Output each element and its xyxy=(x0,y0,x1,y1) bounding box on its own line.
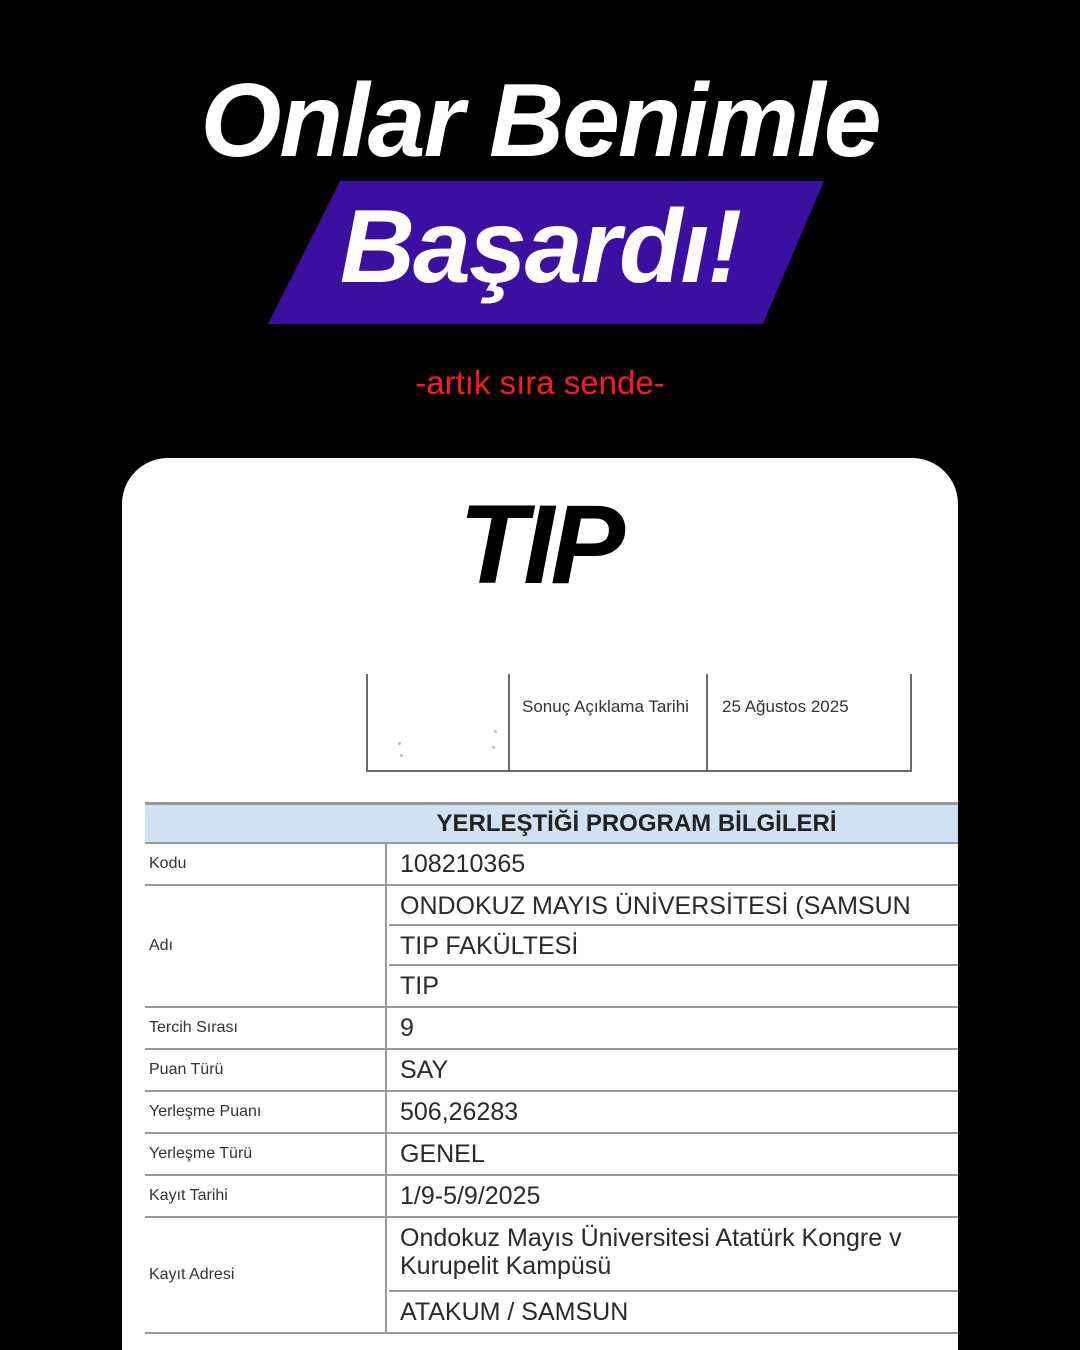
row-value: SAY xyxy=(400,1056,449,1084)
headline-line-2: Başardı! xyxy=(339,189,741,305)
table-row-kayit-adresi xyxy=(145,1218,958,1334)
row-label: Kayıt Adresi xyxy=(145,1218,387,1332)
row-value: GENEL xyxy=(400,1140,485,1168)
row-value: 108210365 xyxy=(400,850,526,878)
row-value: 9 xyxy=(400,1014,414,1042)
table-row-yerlesme-puani xyxy=(145,1092,958,1134)
table-row-puan-turu xyxy=(145,1050,958,1092)
row-value-university: ONDOKUZ MAYIS ÜNİVERSİTESİ (SAMSUN xyxy=(389,886,958,926)
result-date-label-cell xyxy=(510,674,708,770)
row-label: Kayıt Tarihi xyxy=(145,1176,387,1216)
program-info-table xyxy=(145,802,958,1334)
row-label: Kodu xyxy=(145,844,387,884)
row-value-program: TIP xyxy=(400,972,439,1000)
row-label: Tercih Sırası xyxy=(145,1008,387,1048)
section-title: YERLEŞTİĞİ PROGRAM BİLGİLERİ xyxy=(145,802,958,844)
table-row-kodu xyxy=(145,844,958,886)
table-row-yerlesme-turu xyxy=(145,1134,958,1176)
result-date-value-cell xyxy=(710,674,912,770)
row-label: Puan Türü xyxy=(145,1050,387,1090)
row-value-address: Ondokuz Mayıs Üniversitesi Atatürk Kongre v Kurupelit Kampüsü xyxy=(389,1218,958,1292)
result-card xyxy=(122,458,958,1350)
blurred-cell xyxy=(368,674,510,770)
row-value-district: ATAKUM / SAMSUN xyxy=(400,1298,629,1326)
headline-line-1: Onlar Benimle xyxy=(200,63,880,179)
row-label: Adı xyxy=(145,886,387,1006)
row-value: 506,26283 xyxy=(400,1098,519,1126)
card-title: TIP xyxy=(458,482,622,607)
row-label: Yerleşme Türü xyxy=(145,1134,387,1174)
table-row-kayit-tarihi xyxy=(145,1176,958,1218)
table-row-tercih xyxy=(145,1008,958,1050)
result-date-label: Sonuç Açıklama Tarihi xyxy=(522,697,689,716)
tagline: -artık sıra sende- xyxy=(415,364,665,401)
row-value-faculty: TIP FAKÜLTESİ xyxy=(389,926,958,966)
result-date-table xyxy=(366,674,912,772)
result-date-value: 25 Ağustos 2025 xyxy=(722,697,849,716)
row-value: 1/9-5/9/2025 xyxy=(400,1182,541,1210)
row-label: Yerleşme Puanı xyxy=(145,1092,387,1132)
table-row-adi xyxy=(145,886,958,1008)
